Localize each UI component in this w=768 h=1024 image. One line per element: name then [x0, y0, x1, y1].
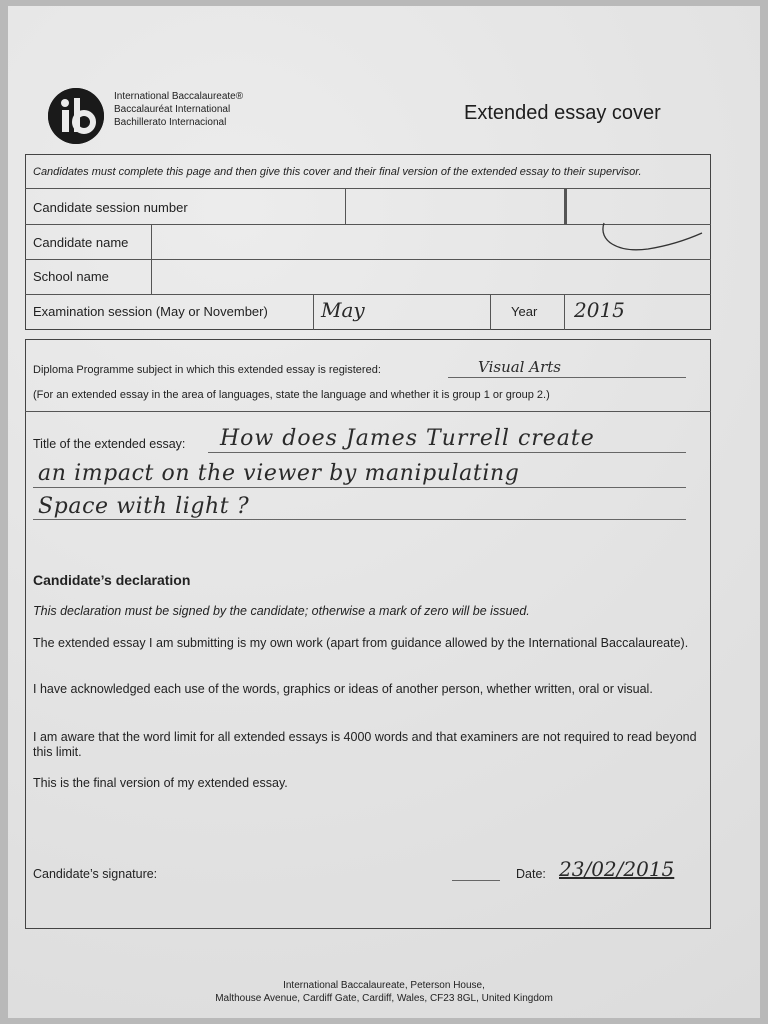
year-value[interactable]: 2015 [574, 298, 625, 322]
exam-session-label: Examination session (May or November) [33, 304, 268, 319]
school-name-label: School name [33, 269, 109, 284]
year-label: Year [511, 304, 538, 319]
signature-field[interactable] [188, 856, 448, 886]
declaration-paragraph-3: I am aware that the word limit for all extended essays is 4000 words and that examiners are not required to read beyond this limit. [33, 730, 697, 759]
document-title: Extended essay cover [464, 102, 661, 124]
essay-title-line-1[interactable]: How does James Turrell create [220, 426, 595, 451]
signature-label: Candidate’s signature: [33, 867, 158, 881]
session-number-label: Candidate session number [33, 200, 188, 215]
essay-title-line-2[interactable]: an impact on the viewer by manipulating [38, 461, 520, 486]
footer-line-1: International Baccalaureate, Peterson House, [283, 980, 485, 991]
declaration-paragraph-1: The extended essay I am submitting is my own work (apart from guidance allowed by the International Baccalaureate). [33, 636, 689, 650]
subject-value[interactable]: Visual Arts [478, 358, 561, 376]
cover-page [8, 6, 760, 1018]
footer-line-2: Malthouse Avenue, Cardiff Gate, Cardiff, Wales, CF23 8GL, United Kingdom [215, 993, 553, 1004]
pen-mark [598, 211, 708, 261]
org-name-fr: Baccalauréat International [114, 104, 231, 115]
declaration-paragraph-2: I have acknowledged each use of the words, graphics or ideas of another person, whether written, oral or visual. [33, 682, 653, 696]
essay-title-line-3[interactable]: Space with light ? [38, 494, 250, 519]
date-label: Date: [516, 867, 546, 881]
date-value[interactable]: 23/02/2015 [559, 857, 675, 881]
ib-logo [48, 88, 104, 144]
instruction-text: Candidates must complete this page and then give this cover and their final version of the extended essay to their supervisor. [33, 166, 642, 178]
organization-names [114, 90, 243, 129]
session-number-field[interactable] [347, 190, 562, 222]
subject-note: (For an extended essay in the area of languages, state the language and whether it is group 1 or group 2.) [33, 389, 550, 401]
declaration-notice: This declaration must be signed by the candidate; otherwise a mark of zero will be issued. [33, 604, 530, 618]
org-name-es: Bachillerato Internacional [114, 117, 227, 128]
footer-address [8, 979, 760, 1005]
exam-session-value[interactable]: May [321, 298, 365, 322]
subject-label: Diploma Programme subject in which this extended essay is registered: [33, 364, 381, 376]
candidate-name-label: Candidate name [33, 235, 129, 250]
school-name-field[interactable] [153, 261, 709, 292]
org-name-en: International Baccalaureate® [114, 91, 244, 102]
declaration-heading: Candidate’s declaration [33, 572, 191, 588]
essay-title-label: Title of the extended essay: [33, 437, 186, 451]
declaration-paragraph-4: This is the final version of my extended essay. [33, 776, 288, 790]
